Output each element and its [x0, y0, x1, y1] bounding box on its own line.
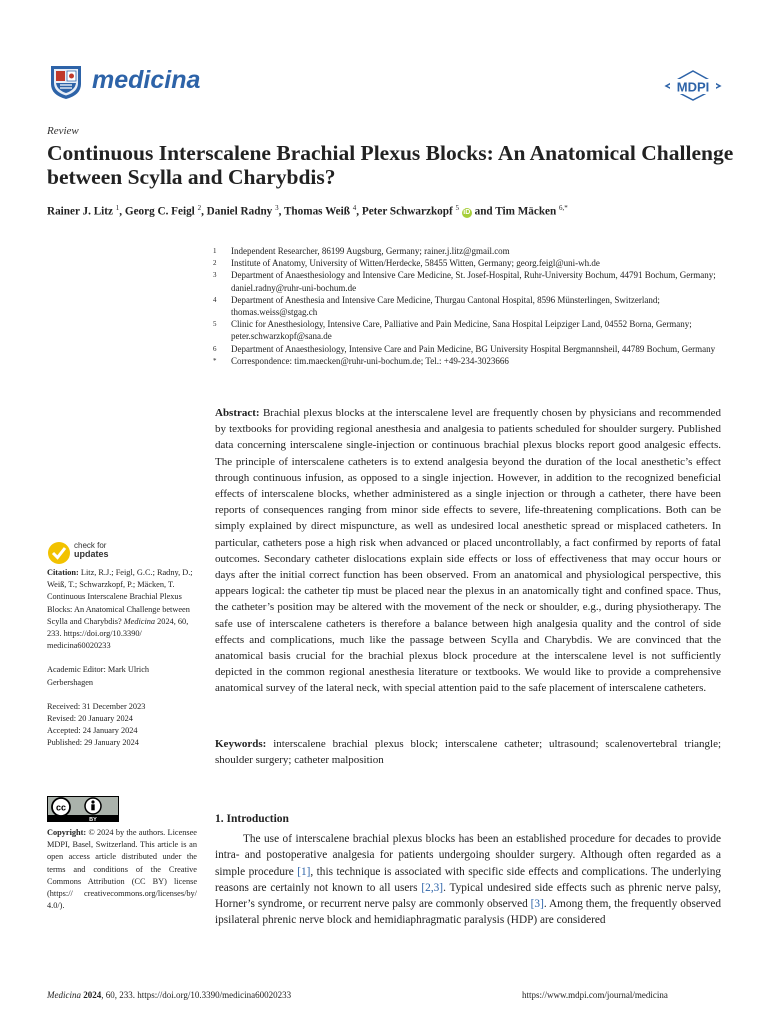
citation-journal: Medicina	[123, 616, 156, 626]
copyright-text: © 2024 by the authors. Licensee MDPI, Basel, Switzerland. This article is an open access article distributed under the terms and conditions of the Creative Commons Attribution (CC BY) license (https:// creativecommons.org/licenses/by/ 4.0/).	[47, 828, 197, 911]
affiliation-number: 3	[213, 271, 217, 280]
journal-name: medicina	[92, 66, 201, 94]
mdpi-logo-text: MDPI	[676, 79, 710, 95]
footer-journal: Medicina	[47, 990, 81, 1000]
author-name: Thomas Weiß	[283, 205, 350, 218]
article-title: Continuous Interscalene Brachial Plexus Blocks: An Anatomical Challenge between Scylla and Charybdis?	[47, 141, 734, 189]
keywords-text: interscalene brachial plexus block; interscalene catheter; ultrasound; scalenovertebral triangle; shoulder surgery; catheter malposition	[215, 738, 722, 767]
citation-link[interactable]: [2,3]	[421, 881, 444, 894]
affiliation-number: 1	[213, 247, 217, 255]
keywords	[215, 736, 721, 768]
orcid-icon[interactable]: iD	[463, 208, 471, 216]
author-affiliation-number: 2	[197, 204, 202, 212]
cc-by-license-icon[interactable]	[47, 796, 119, 822]
citation-doi[interactable]: 2024, 60, 233. https://doi.org/10.3390/ medicina60020233	[47, 616, 189, 651]
intro-text-2: , this technique is associated with specific side effects and complications. The underlying reasons are certainly not known to all users	[215, 865, 721, 894]
check-updates-line1: check for	[74, 541, 107, 550]
affiliation-text: Clinic for Anesthesiology, Intensive Care, Palliative and Pain Medicine, Sana Hospital Leipziger Land, 04552 Borna, Germany; peter.schwarzkopf@sana.de	[231, 319, 692, 342]
author-name: Tim Mäcken	[495, 205, 557, 218]
check-updates-icon	[47, 541, 71, 565]
affiliation-text: Department of Anaesthesiology and Intensive Care Medicine, St. Josef-Hospital, Ruhr-University Bochum, 44791 Bochum, Germany; daniel.radny@ruhr-uni-bochum.de	[231, 270, 716, 293]
abstract-label: Abstract:	[215, 407, 260, 419]
dates	[47, 701, 197, 750]
copyright-notice	[47, 827, 197, 912]
abstract	[215, 405, 721, 697]
footer-year: 2024	[83, 990, 102, 1000]
intro-text-1: The use of interscalene brachial plexus blocks has been an established procedure for decades to provide intra- and postoperative analgesia for patients undergoing shoulder surgery. Although often regarded as a simple procedure	[215, 833, 721, 878]
introduction-paragraph	[215, 831, 721, 929]
affiliation-number: *	[213, 356, 217, 365]
check-updates-line2: updates	[74, 549, 109, 559]
article-type: Review	[47, 125, 79, 137]
affiliation-item	[213, 318, 733, 342]
author-affiliation-number: 3	[275, 204, 279, 212]
affiliation-number: 4	[213, 295, 217, 304]
affiliation-text: Institute of Anatomy, University of Witten/Herdecke, 58455 Witten, Germany; georg.feigl@uni-wh.de	[231, 258, 600, 269]
author-affiliation-number: 6,*	[559, 204, 568, 212]
author-affiliation-number: 1	[115, 204, 120, 212]
affiliations	[213, 245, 733, 367]
affiliation-item	[213, 269, 733, 293]
affiliation-item	[213, 355, 733, 367]
check-for-updates-button[interactable]	[47, 540, 157, 566]
author-affiliation-number: 4	[352, 204, 357, 212]
author-name: Peter Schwarzkopf	[361, 205, 453, 218]
cc-text: cc	[55, 802, 67, 813]
citation-label: Citation:	[47, 568, 79, 577]
revised-date: Revised: 20 January 2024	[47, 714, 133, 724]
intro-text-3: . Typical undesired side effects such as phrenic nerve palsy, Horner’s syndrome, or recurrent nerve palsy are commonly observed	[215, 881, 722, 911]
academic-editor: Academic Editor: Mark Ulrich Gerbershagen	[47, 665, 150, 687]
section-heading-introduction: 1. Introduction	[215, 813, 289, 825]
keywords-label: Keywords:	[215, 738, 267, 750]
affiliation-text: Correspondence: tim.maecken@ruhr-uni-bochum.de; Tel.: +49-234-3023666	[231, 355, 509, 366]
abstract-text: Brachial plexus blocks at the interscalene level are frequently chosen by physicians and recommended by textbooks for providing regional anesthesia and analgesia to patients scheduled for shoulder surgery. Published data concerning interscalene single-injection or continuous brachial plexus blocks report good analgesic effects. The principle of interscalene catheters is to extend analgesia beyond the duration of the local anesthetic’s effect through continuous infusion, as opposed to a single injection. However, in addition to the recognized beneficial effects of interscalene blocks, whether administered as a single injection or through a catheter, there have been reports of consequences ranging from minor side effects to severe, life-threatening complications. Both can be simply explained by direct mispuncture, as well as undesired local anesthetic spread or misplaced catheters. In particular, catheters pose a high risk when advanced or placed uncontrollably, a fact confirmed by reports of fatal outcomes. Secondary catheter dislocations explain side effects or loss of effectiveness that may occur hours or days after the initial correct function has been observed. From an anatomical and physiological perspective, this appears logical: the catheter tip must be placed near the plexus in an anatomically tight and confined space. Thus, the catheter’s position may be altered with the movement of the neck or shoulder, e.g., during physiotherapy. The safe use of interscalene catheters is therefore a balance between high analgesia quality and the control of side effects and complications, much like the passage between Scylla and Charybdis. We are convinced that the anatomical basis crucial for the brachial plexus block procedure at the interscalene level is not sufficiently depicted in the common regional anesthesia literature or textbooks. We would like to provide a comprehensive anatomical survey of the lateral neck, with special attention paid to the safe placement of interscalene catheters.	[215, 407, 722, 695]
affiliation-number: 6	[213, 344, 217, 353]
affiliation-item	[213, 294, 733, 318]
citation-link[interactable]: [1]	[297, 865, 311, 878]
mdpi-logo-icon	[664, 70, 722, 101]
medicina-logo-icon	[48, 64, 84, 100]
accepted-date: Accepted: 24 January 2024	[47, 726, 138, 736]
affiliation-number: 5	[213, 320, 217, 329]
footer-url[interactable]: https://www.mdpi.com/journal/medicina	[522, 990, 668, 1000]
published-date: Published: 29 January 2024	[47, 738, 139, 748]
author-name: Georg C. Feigl	[124, 205, 195, 218]
affiliation-number: 2	[213, 259, 217, 268]
author-affiliation-number: 5	[455, 204, 459, 212]
intro-text-4: . Among them, the frequently observed ipsilateral phrenic nerve block and hemidiaphragmatic paralysis (HDP) are considered	[215, 898, 721, 927]
sidebar-info	[47, 567, 197, 750]
received-date: Received: 31 December 2023	[47, 701, 146, 711]
footer-doi[interactable]: , 60, 233. https://doi.org/10.3390/medicina60020233	[101, 990, 292, 1000]
affiliation-item	[213, 343, 733, 355]
author-name: Rainer J. Litz	[47, 205, 113, 218]
affiliation-text: Department of Anesthesia and Intensive Care Medicine, Thurgau Cantonal Hospital, 8596 Münsterlingen, Switzerland; thomas.weiss@stgag.ch	[231, 294, 660, 318]
affiliation-item	[213, 245, 733, 257]
author-name: Daniel Radny	[206, 205, 273, 218]
citation-text: Litz, R.J.; Feigl, G.C.; Radny, D.; Weiß, T.; Schwarzkopf, P.; Mäcken, T. Continuous Interscalene Brachial Plexus Blocks: An Anatomical Challenge between Scylla and Charybdis?	[47, 568, 193, 626]
copyright-label: Copyright:	[47, 828, 87, 837]
citation-link[interactable]: [3]	[530, 898, 544, 911]
cc-by-text: BY	[89, 817, 97, 822]
affiliation-text: Department of Anaesthesiology, Intensive Care and Pain Medicine, BG University Hospital Bergmannsheil, 44789 Bochum, Germany	[231, 343, 716, 354]
citation	[47, 567, 197, 652]
footer-citation	[47, 990, 291, 1000]
author-list: Rainer J. Litz $^1$, Georg C. Feigl $^2$, Daniel Radny $^3$, Thomas Weiß $^4$, Peter Schwarzkopf $^5$ iD and Tim Mäcken $^{6,*}$	[47, 204, 568, 218]
affiliation-text: Independent Researcher, 86199 Augsburg, Germany; rainer.j.litz@gmail.com	[231, 246, 510, 256]
affiliation-item	[213, 257, 733, 269]
